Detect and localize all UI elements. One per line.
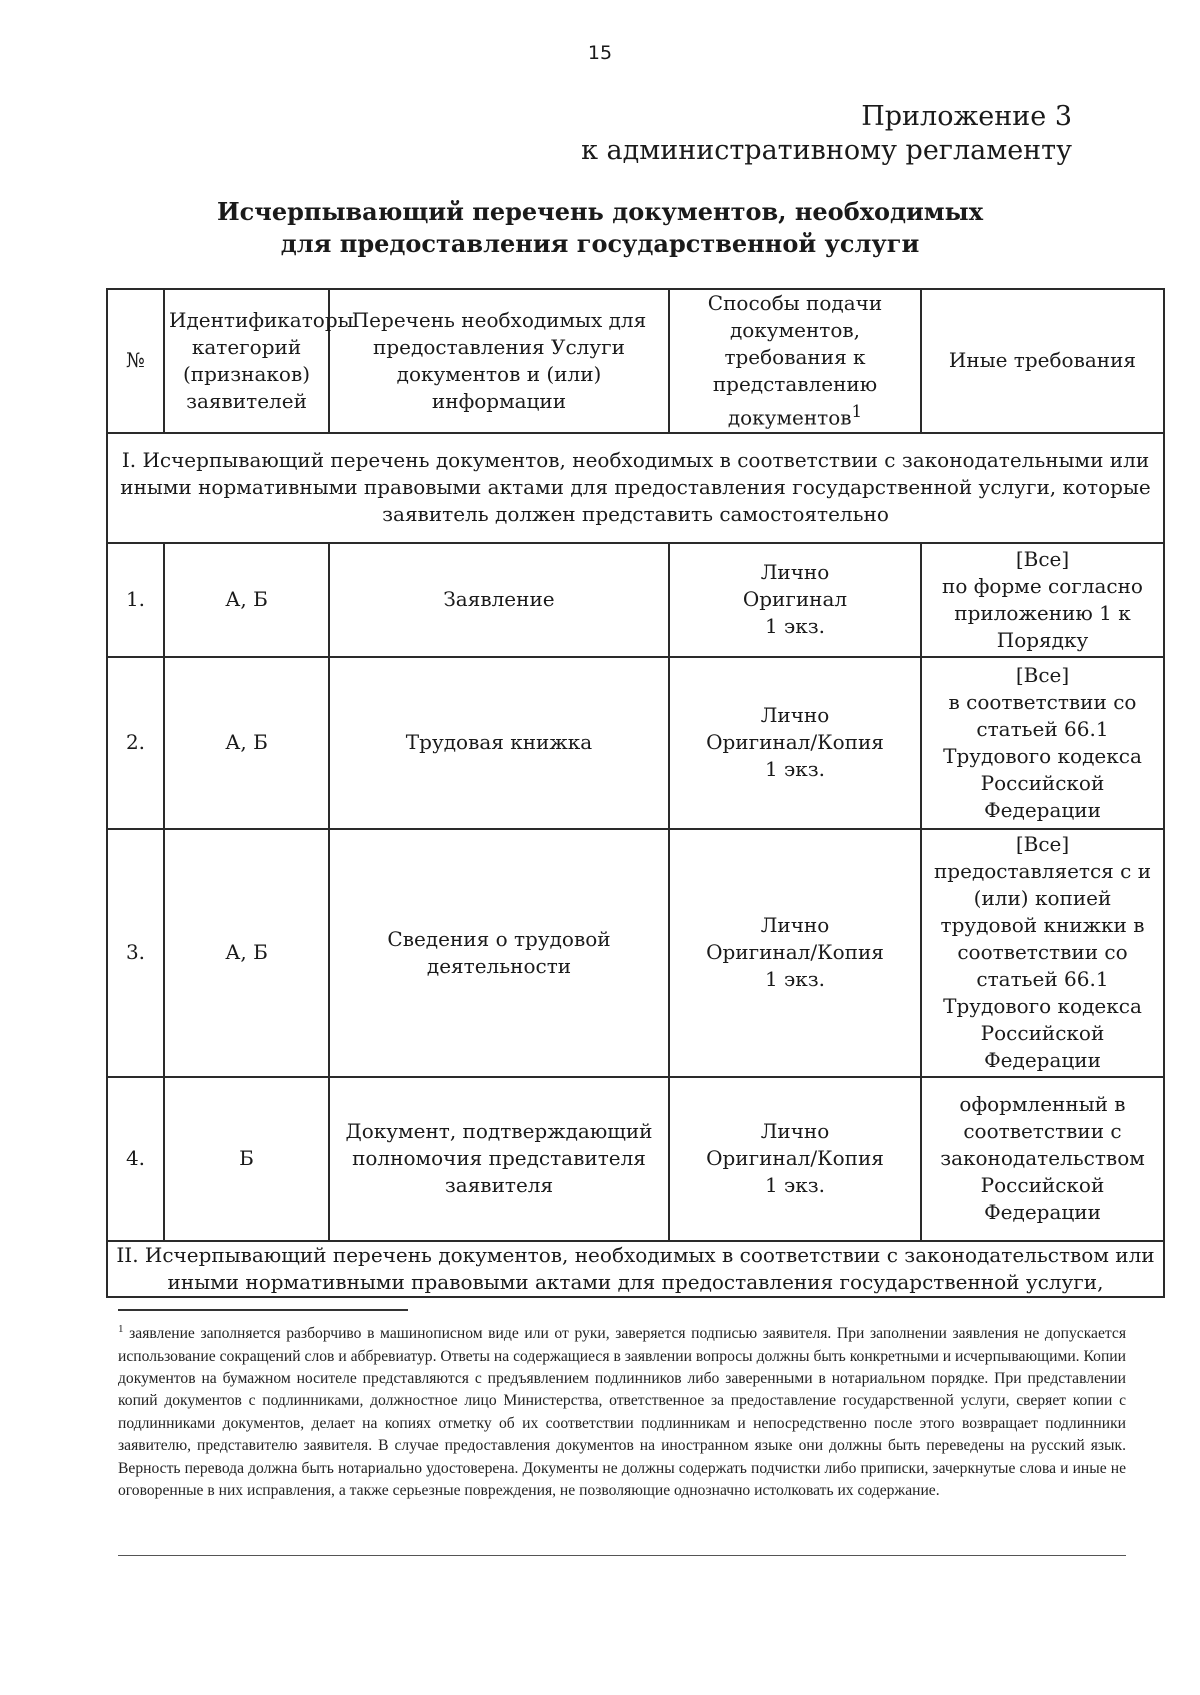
- method-line: 1 экз.: [764, 757, 826, 782]
- row-document: Трудовая книжка: [329, 657, 669, 829]
- title-line-2: для предоставления государственной услуги: [280, 229, 920, 258]
- method-line: Лично: [760, 913, 830, 938]
- row-document: Сведения о трудовой деятельности: [329, 829, 669, 1077]
- row-number: 4.: [107, 1077, 164, 1241]
- footnote-bottom-rule: [118, 1555, 1126, 1556]
- section-2-row: [107, 1241, 1164, 1297]
- table-row: [107, 657, 1164, 829]
- row-categories: А, Б: [164, 657, 329, 829]
- section-1-row: [107, 433, 1164, 543]
- other-line: [Все]: [1015, 662, 1070, 687]
- row-categories: Б: [164, 1077, 329, 1241]
- method-line: 1 экз.: [764, 967, 826, 992]
- method-line: Оригинал/Копия: [706, 730, 884, 755]
- other-line: [Все]: [1015, 832, 1070, 857]
- other-line: в соответствии со статьей 66.1 Трудового кодекса Российской Федерации: [943, 689, 1142, 822]
- method-line: Лично: [760, 560, 830, 585]
- footnote-mark: 1: [851, 402, 863, 421]
- method-line: 1 экз.: [764, 614, 826, 639]
- appendix-line-2: к административному регламенту: [581, 135, 1072, 166]
- row-other: [921, 657, 1164, 829]
- other-line: оформленный в соответствии с законодательством Российской Федерации: [940, 1092, 1145, 1225]
- other-line: предоставляется с и (или) копией трудовой книжки в соответствии со статьей 66.1 Трудового кодекса Российской Федерации: [933, 859, 1152, 1073]
- method-line: Лично: [760, 1119, 830, 1144]
- other-line: по форме согласно приложению 1 к Порядку: [942, 573, 1143, 652]
- appendix-line-1: Приложение 3: [861, 101, 1072, 132]
- header-documents: Перечень необходимых для предоставления Услуги документов и (или) информации: [329, 289, 669, 433]
- row-categories: А, Б: [164, 829, 329, 1077]
- header-categories: Идентификаторы категорий (признаков) заявителей: [164, 289, 329, 433]
- method-line: Оригинал/Копия: [706, 940, 884, 965]
- method-line: 1 экз.: [764, 1173, 826, 1198]
- row-other: [921, 1077, 1164, 1241]
- row-method: [669, 829, 921, 1077]
- documents-table: [106, 288, 1165, 1298]
- table-row: [107, 543, 1164, 657]
- page-number: 15: [587, 42, 613, 64]
- method-line: Оригинал/Копия: [706, 1146, 884, 1171]
- row-other: [921, 829, 1164, 1077]
- footnote-text: заявление заполняется разборчиво в машинописном виде или от руки, заверяется подписью заявителя. При заполнении заявления не допускается использование сокращений слов и аббревиатур. Ответы на содержащиеся в заявлении вопросы должны быть конкретными и исчерпывающими. Копии документов на бумажном носителе представляются с предъявлением подлинников либо заверенными в нотариальном порядке. При представлении копий документов с подлинниками, должностное лицо Министерства, ответственное за предоставление государственной услуги, сверяет копии с подлинниками документов, делает на копиях отметку об их соответствии подлинникам и непосредственно после этого возвращает подлинники заявителю, представителю заявителя. В случае предоставления документов на иностранном языке они должны быть переведены на русский язык. Верность перевода должна быть нотариально удостоверена. Документы не должны содержать подчистки либо приписки, зачеркнутые слова и иные не оговоренные в них исправления, а также серьезные повреждения, не позволяющие однозначно истолковать их содержание.: [118, 1325, 1126, 1500]
- row-number: 2.: [107, 657, 164, 829]
- row-number: 3.: [107, 829, 164, 1077]
- row-other: [921, 543, 1164, 657]
- row-document: Заявление: [329, 543, 669, 657]
- row-number: 1.: [107, 543, 164, 657]
- header-methods: [669, 289, 921, 433]
- appendix-reference: [581, 100, 1072, 168]
- header-methods-label: Способы подачи документов, требования к представлению документов: [707, 291, 883, 430]
- header-other: Иные требования: [921, 289, 1164, 433]
- footnote: [118, 1318, 1126, 1502]
- section-2-heading: II. Исчерпывающий перечень документов, необходимых в соответствии с законодательством или иными нормативными правовыми актами для предоставления государственной услуги,: [107, 1241, 1164, 1297]
- footnote-number: 1: [118, 1323, 124, 1335]
- row-method: [669, 657, 921, 829]
- table-row: [107, 1077, 1164, 1241]
- table-header-row: [107, 289, 1164, 433]
- section-1-heading: I. Исчерпывающий перечень документов, необходимых в соответствии с законодательными или иными нормативными правовыми актами для предоставления государственной услуги, которые заявитель должен представить самостоятельно: [107, 433, 1164, 543]
- row-method: [669, 543, 921, 657]
- method-line: Оригинал: [742, 587, 848, 612]
- table-row: [107, 829, 1164, 1077]
- document-title: [0, 196, 1200, 260]
- row-categories: А, Б: [164, 543, 329, 657]
- row-method: [669, 1077, 921, 1241]
- footnote-separator: [118, 1309, 408, 1311]
- title-line-1: Исчерпывающий перечень документов, необходимых: [216, 197, 984, 226]
- other-line: [Все]: [1015, 546, 1070, 571]
- method-line: Лично: [760, 703, 830, 728]
- header-number: №: [107, 289, 164, 433]
- row-document: Документ, подтверждающий полномочия представителя заявителя: [329, 1077, 669, 1241]
